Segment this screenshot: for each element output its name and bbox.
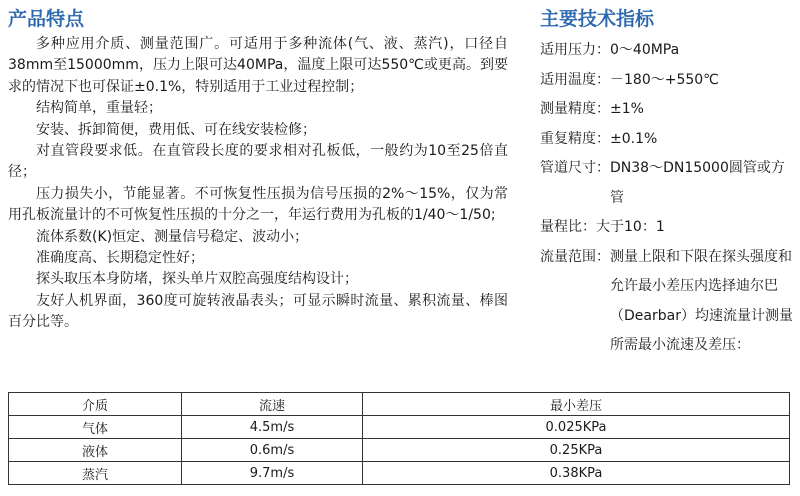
table-cell: 9.7m/s: [182, 462, 363, 485]
table-cell: 0.025KPa: [363, 416, 790, 439]
spec-value: ±0.1%: [610, 130, 658, 147]
spec-accuracy: [536, 95, 794, 125]
spec-value: 0～40MPa: [610, 42, 680, 58]
feature-paragraph: 安装、拆卸简便，费用低、可在线安装检修；: [36, 121, 316, 138]
table-header-row: [9, 393, 790, 416]
features-section: [8, 6, 508, 334]
spec-value: ±1%: [610, 101, 644, 117]
column-header: 流速: [182, 393, 363, 416]
min-flow-table: [8, 392, 790, 485]
spec-value: －180～+550℃: [610, 71, 719, 88]
specs-section: [536, 6, 794, 361]
feature-paragraph: 压力损失小，节能显著。不可恢复性压损为信号压损的2%～15%，仅为常用孔板流量计的不可恢复性压损的十分之一，年运行费用为孔板的1/40～1/50;: [8, 185, 508, 224]
table-cell: 蒸汽: [9, 462, 182, 485]
spec-flow-range: [536, 243, 794, 361]
features-title: 产品特点: [8, 8, 85, 30]
feature-paragraph: 多种应用介质、测量范围广。可适用于多种流体(气、液、蒸汽)，口径自38mm至15000mm，压力上限可达40MPa，温度上限可达550℃或更高。到要求的情况下也可保证±0.1%，特别适用于工业过程控制；: [8, 36, 508, 95]
feature-paragraph: 对直管段要求低。在直管段长度的要求相对孔板低，一般约为10至25倍直径；: [8, 143, 508, 181]
table-cell: 液体: [9, 439, 182, 462]
spec-list: [536, 36, 794, 361]
spec-label: 测量精度：: [540, 101, 610, 117]
table-cell: 气体: [9, 416, 182, 439]
column-header: 介质: [9, 393, 182, 416]
spec-label: 流量范围：: [540, 248, 610, 265]
table-row: [9, 462, 790, 485]
feature-paragraph: 友好人机界面，360度可旋转液晶表头；可显示瞬时流量、累积流量、棒图百分比等。: [8, 292, 508, 331]
spec-repeatability: [536, 125, 794, 155]
spec-value: 测量上限和下限在探头强度和允许最小差压内选择迪尔巴（Dearbar）均速流量计测量所需最小流速及差压：: [610, 248, 793, 353]
feature-paragraph: 结构简单，重量轻；: [36, 100, 162, 117]
table-cell: 4.5m/s: [182, 416, 363, 439]
table-cell: 0.6m/s: [182, 439, 363, 462]
spec-turndown: [536, 213, 794, 243]
spec-pressure: [536, 36, 794, 66]
feature-paragraph: 探头取压本身防堵，探头单片双腔高强度结构设计；: [36, 271, 358, 288]
table-cell: 0.38KPa: [363, 462, 790, 485]
spec-temperature: [536, 66, 794, 96]
spec-label: 重复精度：: [540, 130, 610, 147]
spec-label: 管道尺寸：: [540, 160, 610, 176]
spec-label: 适用温度：: [540, 71, 610, 88]
table-row: [9, 439, 790, 462]
table-cell: 0.25KPa: [363, 439, 790, 462]
spec-value: DN38～DN15000圆管或方管: [610, 160, 785, 206]
column-header: 最小差压: [363, 393, 790, 416]
feature-paragraph: 流体系数(K)恒定、测量信号稳定、波动小；: [36, 228, 309, 245]
spec-value: 大于10：1: [596, 219, 665, 235]
specs-title: 主要技术指标: [540, 8, 655, 30]
table-row: [9, 416, 790, 439]
spec-label: 量程比：: [540, 219, 596, 235]
feature-paragraph: 准确度高、长期稳定性好；: [36, 250, 204, 267]
spec-pipe-size: [536, 154, 794, 213]
spec-label: 适用压力：: [540, 42, 610, 58]
